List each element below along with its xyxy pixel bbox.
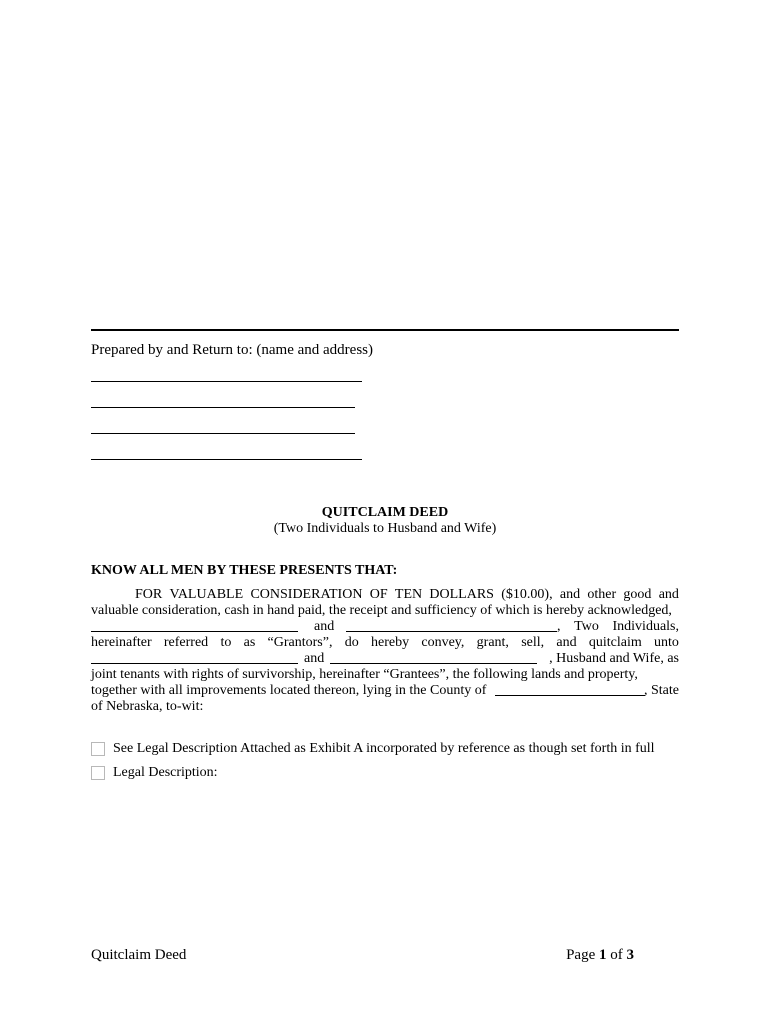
para-line-6: joint tenants with rights of survivorship, hereinafter “Grantees”, the following lands and property, xyxy=(91,667,638,682)
deed-title: QUITCLAIM DEED xyxy=(321,505,449,520)
page-word: Page xyxy=(566,947,596,963)
para-word: sell, xyxy=(521,635,545,650)
para-word: unto xyxy=(654,635,679,650)
comma-text: , xyxy=(557,619,561,634)
para-word: VALUABLE xyxy=(169,587,244,602)
para-word: as xyxy=(243,635,256,650)
para-word: CONSIDERATION xyxy=(250,587,363,602)
address-line-4[interactable] xyxy=(91,459,362,460)
para-word: other xyxy=(587,587,617,602)
header-rule xyxy=(91,329,679,331)
legal-description-label: Legal Description: xyxy=(113,765,218,780)
husband-wife-text: , Husband and Wife, as xyxy=(549,651,679,666)
para-line-4 xyxy=(91,635,679,651)
para-word: and xyxy=(559,587,581,602)
para-word: referred xyxy=(163,635,209,650)
exhibit-a-checkbox[interactable] xyxy=(91,742,105,756)
prepared-by-label: Prepared by and Return to: (name and address) xyxy=(91,342,373,358)
para-word: hereinafter xyxy=(91,635,152,650)
para-line-8: of Nebraska, to-wit: xyxy=(91,699,204,714)
para-line-5 xyxy=(91,651,679,667)
para-word: convey, xyxy=(421,635,465,650)
deed-subtitle: (Two Individuals to Husband and Wife) xyxy=(273,521,497,536)
legal-description-option[interactable] xyxy=(91,765,218,781)
grantor-2-blank[interactable] xyxy=(346,619,557,632)
para-word: good xyxy=(623,587,652,602)
para-word: quitclaim xyxy=(588,635,642,650)
address-line-2[interactable] xyxy=(91,407,355,408)
para-word: ($10.00), xyxy=(501,587,553,602)
para-line-2: valuable consideration, cash in hand paid, the receipt and sufficiency of which is hereby acknowledged, xyxy=(91,603,672,618)
state-text: , State xyxy=(644,683,679,698)
exhibit-a-option[interactable] xyxy=(91,741,655,757)
para-line-3 xyxy=(91,619,679,635)
page-total: 3 xyxy=(626,947,634,963)
para-line-7 xyxy=(91,683,679,699)
page-number: 1 xyxy=(599,947,607,963)
para-word: hereby xyxy=(371,635,410,650)
para-line-1 xyxy=(135,587,679,603)
grantor-1-blank[interactable] xyxy=(91,619,298,632)
legal-description-checkbox[interactable] xyxy=(91,766,105,780)
exhibit-a-label: See Legal Description Attached as Exhibit A incorporated by reference as though set forth in full xyxy=(113,741,655,756)
grantee-2-blank[interactable] xyxy=(330,651,537,664)
know-all-heading: KNOW ALL MEN BY THESE PRESENTS THAT: xyxy=(91,563,398,578)
and-text: and xyxy=(304,651,325,666)
para-word: “Grantors”, xyxy=(267,635,333,650)
page-indicator xyxy=(566,947,634,964)
footer-doc-name: Quitclaim Deed xyxy=(91,947,187,963)
para-word: grant, xyxy=(476,635,509,650)
para-word: do xyxy=(344,635,359,650)
para-word: and xyxy=(556,635,577,650)
para-word: DOLLARS xyxy=(429,587,494,602)
individuals-text: Individuals, xyxy=(612,619,679,634)
para-word: to xyxy=(220,635,232,650)
address-line-3[interactable] xyxy=(91,433,355,434)
para-word: and xyxy=(658,587,679,602)
two-individuals-text xyxy=(557,619,679,635)
county-blank[interactable] xyxy=(495,683,645,696)
para-word: FOR xyxy=(135,587,163,602)
address-line-1[interactable] xyxy=(91,381,362,382)
grantee-1-blank[interactable] xyxy=(91,651,298,664)
and-text: and xyxy=(314,619,335,634)
para-word: TEN xyxy=(394,587,423,602)
county-text: together with all improvements located thereon, lying in the County of xyxy=(91,683,487,698)
of-word: of xyxy=(610,947,623,963)
para-word: OF xyxy=(369,587,388,602)
two-text: Two xyxy=(574,619,599,634)
